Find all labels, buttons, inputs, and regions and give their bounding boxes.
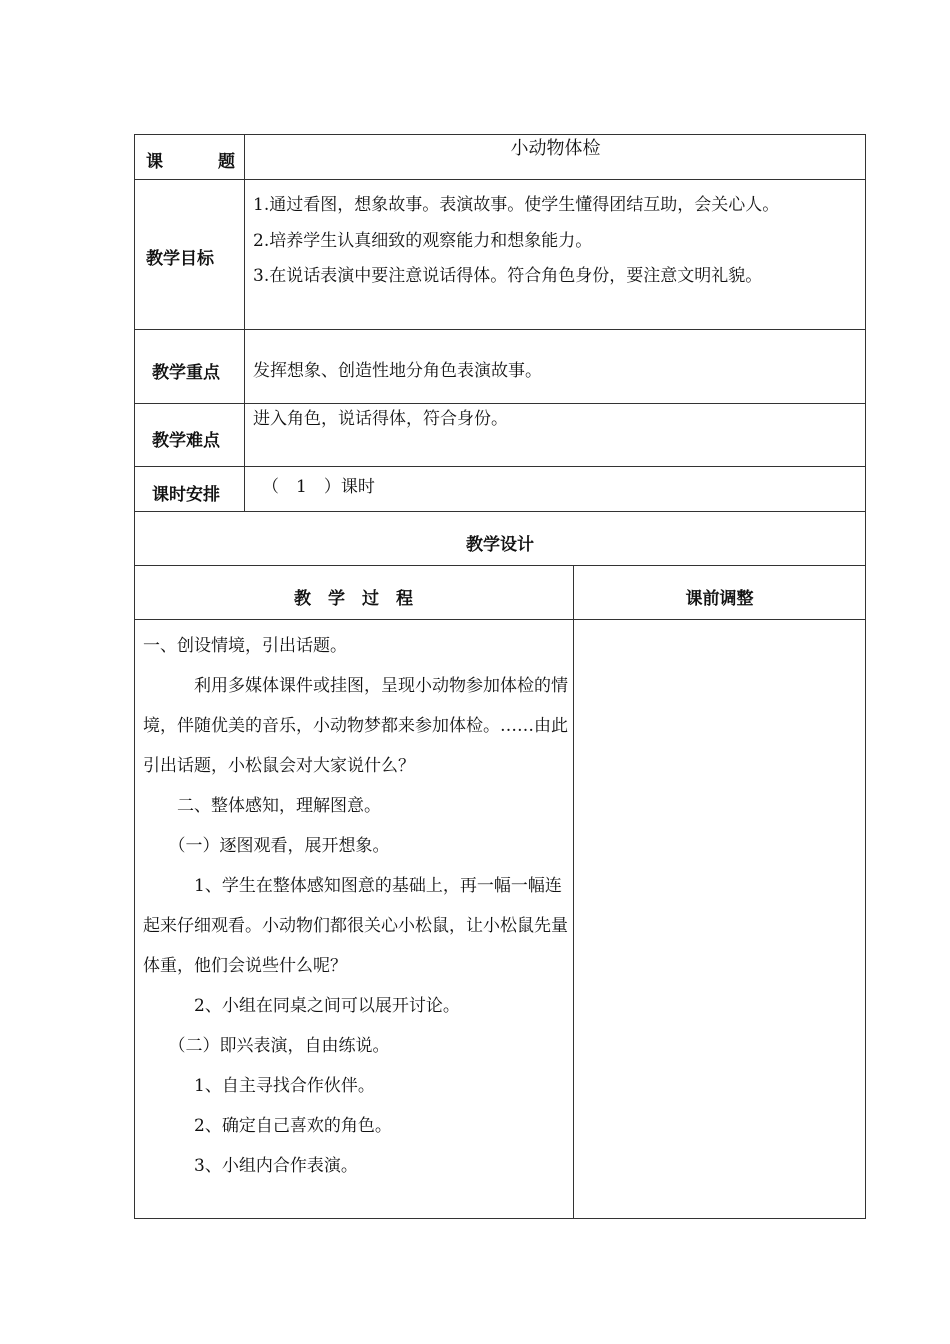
process-content <box>143 626 568 1186</box>
goal-item: 1.通过看图，想象故事。表演故事。使学生懂得团结互助，会关心人。 <box>253 195 780 215</box>
goals-label: 教学目标 <box>146 249 214 269</box>
schedule-label: 课时安排 <box>152 485 220 505</box>
design-header: 教学设计 <box>466 535 534 555</box>
difficulty-text: 进入角色，说话得体，符合身份。 <box>253 409 508 429</box>
column-divider <box>573 565 574 1219</box>
difficulty-label: 教学难点 <box>152 431 220 451</box>
row-divider <box>134 565 866 566</box>
process-paragraph: 利用多媒体课件或挂图，呈现小动物参加体检的情境，伴随优美的音乐，小动物梦都来参加体检。……由此引出话题，小松鼠会对大家说什么？ <box>143 676 568 776</box>
process-paragraph: 1、学生在整体感知图意的基础上，再一幅一幅连起来仔细观看。小动物们都很关心小松鼠，让小松鼠先量体重，他们会说些什么呢？ <box>143 876 568 976</box>
row-divider <box>134 619 866 620</box>
adjust-header: 课前调整 <box>685 589 754 609</box>
row-divider <box>134 511 866 512</box>
topic-label: 课 题 <box>146 152 236 172</box>
process-paragraph: （一）逐图观看，展开想象。 <box>143 836 390 856</box>
column-divider <box>244 134 245 511</box>
goal-item: 3.在说话表演中要注意说话得体。符合角色身份，要注意文明礼貌。 <box>253 266 763 286</box>
process-paragraph: 3、小组内合作表演。 <box>143 1156 358 1176</box>
process-paragraph: 二、整体感知，理解图意。 <box>143 796 381 816</box>
focus-label: 教学重点 <box>152 363 220 383</box>
process-header: 教 学 过 程 <box>294 589 413 609</box>
process-paragraph: 一、创设情境，引出话题。 <box>143 636 347 656</box>
process-paragraph: 2、确定自己喜欢的角色。 <box>143 1116 392 1136</box>
lesson-title: 小动物体检 <box>510 138 601 159</box>
process-paragraph: （二）即兴表演，自由练说。 <box>143 1036 390 1056</box>
schedule-text: （ 1 ）课时 <box>262 477 375 497</box>
focus-text: 发挥想象、创造性地分角色表演故事。 <box>253 361 542 381</box>
process-paragraph: 2、小组在同桌之间可以展开讨论。 <box>143 996 460 1016</box>
process-paragraph: 1、自主寻找合作伙伴。 <box>143 1076 375 1096</box>
goal-item: 2.培养学生认真细致的观察能力和想象能力。 <box>253 231 593 251</box>
